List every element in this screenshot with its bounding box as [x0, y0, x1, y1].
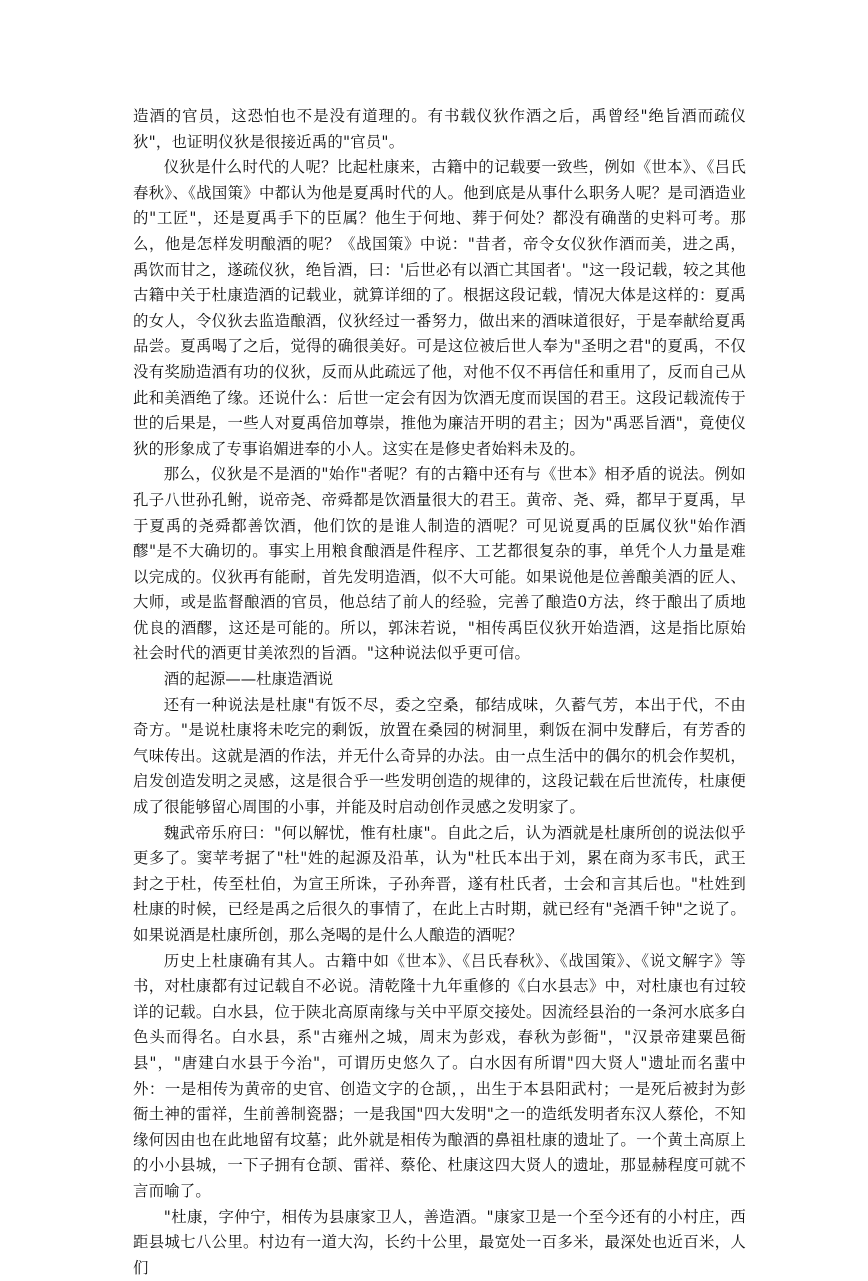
paragraph-3: 那么，仪狄是不是酒的"始作"者呢？有的古籍中还有与《世本》相矛盾的说法。例如孔子八世孙孔鲋，说帝尧、帝舜都是饮酒量很大的君王。黄帝、尧、舜，都早于夏禹，早于夏禹的尧舜都善饮酒，他们饮的是谁人制造的酒呢？可见说夏禹的臣属仪狄"始作酒醪"是不大确切的。事实上用粮食酿酒是件程序、工艺都很复杂的事，单凭个人力量是难以完成的。仪狄再有能耐，首先发明造酒，似不大可能。如果说他是位善酿美酒的匠人、大师，或是监督酿酒的官员，他总结了前人的经验，完善了酿造0方法，终于酿出了质地优良的酒醪，这还是可能的。所以，郭沫若说，"相传禹臣仪狄开始造酒，这是指比原始社会时代的酒更甘美浓烈的旨酒。"这种说法似乎更可信。: [133, 465, 746, 663]
section-heading: 酒的起源——杜康造酒说: [163, 670, 334, 689]
paragraph-5: 魏武帝乐府曰："何以解忧，惟有杜康"。自此之后，认为酒就是杜康所创的说法似乎更多了。窦苹考据了"杜"姓的起源及沿革，认为"杜氏本出于刘，累在商为豕韦氏，武王封之于杜，传至杜伯，为宣王所诛，子孙奔晋，遂有杜氏者，士会和言其后也。"杜姓到杜康的时候，已经是禹之后很久的事情了，在此上古时期，就已经有"尧酒千钟"之说了。如果说酒是杜康所创，那么尧喝的是什么人酿造的酒呢？: [133, 823, 746, 944]
paragraph-2: 仪狄是什么时代的人呢？比起杜康来，古籍中的记载要一致些，例如《世本》、《吕氏春秋》、《战国策》中都认为他是夏禹时代的人。他到底是从事什么职务人呢？是司酒造业的"工匠"，还是夏禹手下的臣属？他生于何地、葬于何处？都没有确凿的史料可考。那么，他是怎样发明酿酒的呢？《战国策》中说："昔者，帝令女仪狄作酒而美，进之禹，禹饮而甘之，遂疏仪狄，绝旨酒，曰：'后世必有以酒亡其国者'。"这一段记载，较之其他古籍中关于杜康造酒的记载业，就算详细的了。根据这段记载，情况大体是这样的：夏禹的女人，令仪狄去监造酿酒，仪狄经过一番努力，做出来的酒味道很好，于是奉献给夏禹品尝。夏禹喝了之后，觉得的确很美好。可是这位被后世人奉为"圣明之君"的夏禹，不仅没有奖励造酒有功的仪狄，反而从此疏远了他，对他不仅不再信任和重用了，反而自己从此和美酒绝了缘。还说什么：后世一定会有因为饮酒无度而误国的君王。这段记载流传于世的后果是，一些人对夏禹倍加尊崇，推他为廉洁开明的君主；因为"禹恶旨酒"，竟使仪狄的形象成了专事谄媚进奉的小人。这实在是修史者始料未及的。: [133, 158, 746, 458]
paragraph-6: 历史上杜康确有其人。古籍中如《世本》、《吕氏春秋》、《战国策》、《说文解字》等书，对杜康都有过记载自不必说。清乾隆十九年重修的《白水县志》中，对杜康也有过较详的记载。白水县，位于陕北高原南缘与关中平原交接处。因流经县治的一条河水底多白色头而得名。白水县，系"古雍州之城，周末为彭戏，春秋为彭衙"，"汉景帝建粟邑衙县"，"唐建白水县于今治"，可谓历史悠久了。白水因有所谓"四大贤人"遗址而名蜚中外：一是相传为黄帝的史官、创造文字的仓颉，，出生于本县阳武村；一是死后被封为彭衙土神的雷祥，生前善制瓷器；一是我国"四大发明"之一的造纸发明者东汉人蔡伦，不知缘何因由也在此地留有坟墓；此外就是相传为酿酒的鼻祖杜康的遗址了。一个黄土高原上的小小县城，一下子拥有仓颉、雷祥、蔡伦、杜康这四大贤人的遗址，那显赫程度可就不言而喻了。: [133, 951, 746, 1200]
paragraph-1: 造酒的官员，这恐怕也不是没有道理的。有书载仪狄作酒之后，禹曾经"绝旨酒而疏仪狄"，也证明仪狄是很接近禹的"官员"。: [133, 107, 746, 151]
paragraph-4: 还有一种说法是杜康"有饭不尽，委之空桑，郁结成味，久蓄气芳，本出于代，不由奇方。"是说杜康将未吃完的剩饭，放置在桑园的树洞里，剩饭在洞中发酵后，有芳香的气味传出。这就是酒的作法，并无什么奇异的办法。由一点生活中的偶尔的机会作契机，启发创造发明之灵感，这是很合乎一些发明创造的规律的，这段记载在后世流传，杜康便成了很能够留心周围的小事，并能及时启动创作灵感之发明家了。: [133, 695, 746, 817]
paragraph-7: "杜康，字仲宁，相传为县康家卫人，善造酒。"康家卫是一个至今还有的小村庄，西距县城七八公里。村边有一道大沟，长约十公里，最宽处一百多米，最深处也近百米，人们: [133, 1207, 746, 1277]
